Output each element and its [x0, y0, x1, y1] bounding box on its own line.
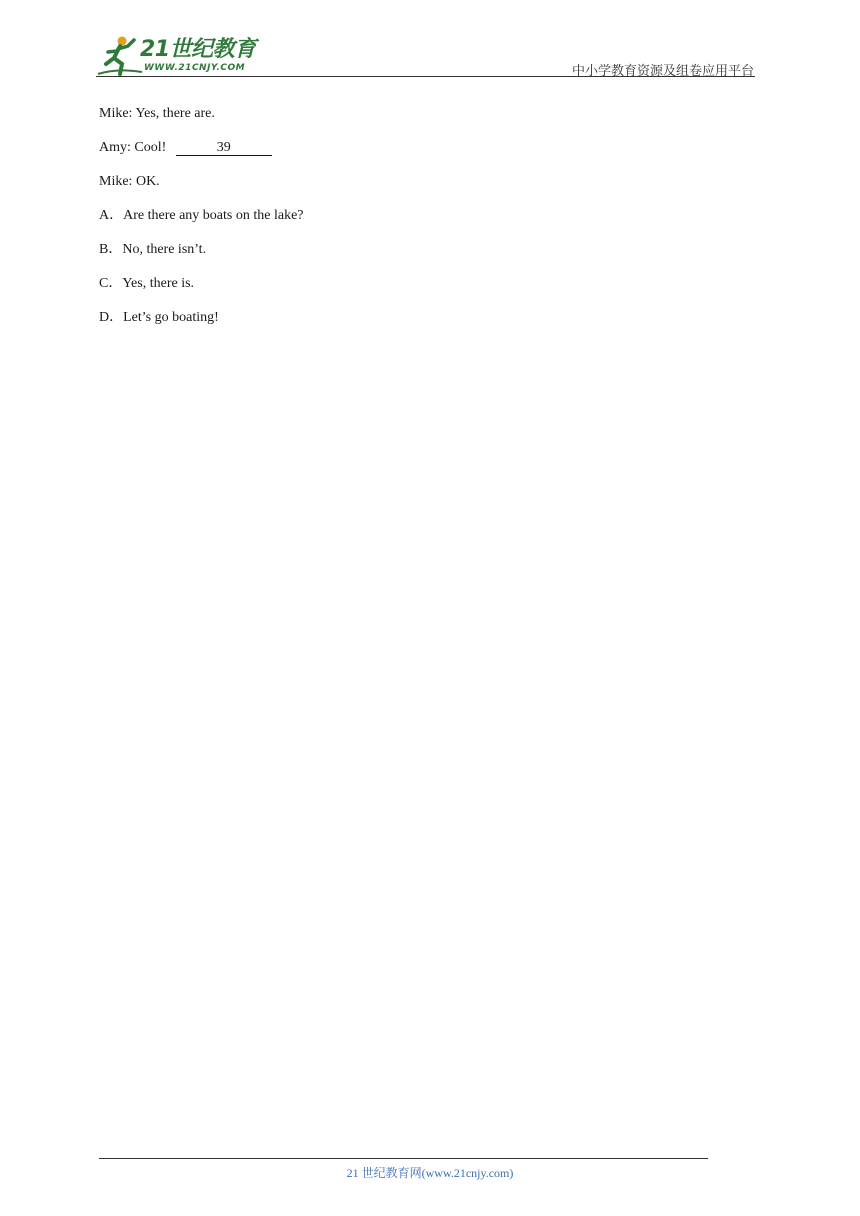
option-text: Yes, there is.: [122, 276, 195, 291]
footer-text: 21 世纪教育网(www.21cnjy.com): [346, 1166, 514, 1180]
option-letter: C．: [99, 276, 123, 291]
dialogue-text: OK.: [135, 174, 160, 189]
option-text: Let’s go boating!: [123, 310, 219, 325]
option-letter: A．: [99, 208, 124, 223]
speaker: Mike:: [99, 106, 133, 121]
option-c: [99, 274, 759, 294]
dialogue-line: [99, 104, 759, 124]
logo-wordmark: 21世纪教育: [140, 37, 256, 62]
speaker: Amy:: [99, 140, 131, 155]
option-d: [99, 308, 759, 328]
document-body: [99, 104, 759, 342]
footer-divider: [99, 1158, 708, 1159]
logo-url: WWW.21CNJY.COM: [144, 63, 246, 73]
option-b: [99, 240, 759, 260]
dialogue-text: Cool!: [134, 140, 167, 155]
running-figure-icon: [96, 34, 144, 78]
option-text: Are there any boats on the lake?: [123, 208, 304, 223]
header-tagline: 中小学教育资源及组卷应用平台: [571, 63, 754, 78]
option-a: [99, 206, 759, 226]
page-header: [0, 0, 860, 80]
header-divider: [96, 76, 755, 77]
option-text: No, there isn’t.: [122, 242, 207, 257]
answer-blank: 39: [176, 140, 272, 156]
dialogue-line: [99, 172, 759, 192]
option-letter: B．: [99, 242, 123, 257]
site-logo: [96, 34, 266, 78]
dialogue-text: Yes, there are.: [135, 106, 215, 121]
dialogue-line: [99, 138, 759, 158]
option-letter: D．: [99, 310, 124, 325]
speaker: Mike:: [99, 174, 133, 189]
